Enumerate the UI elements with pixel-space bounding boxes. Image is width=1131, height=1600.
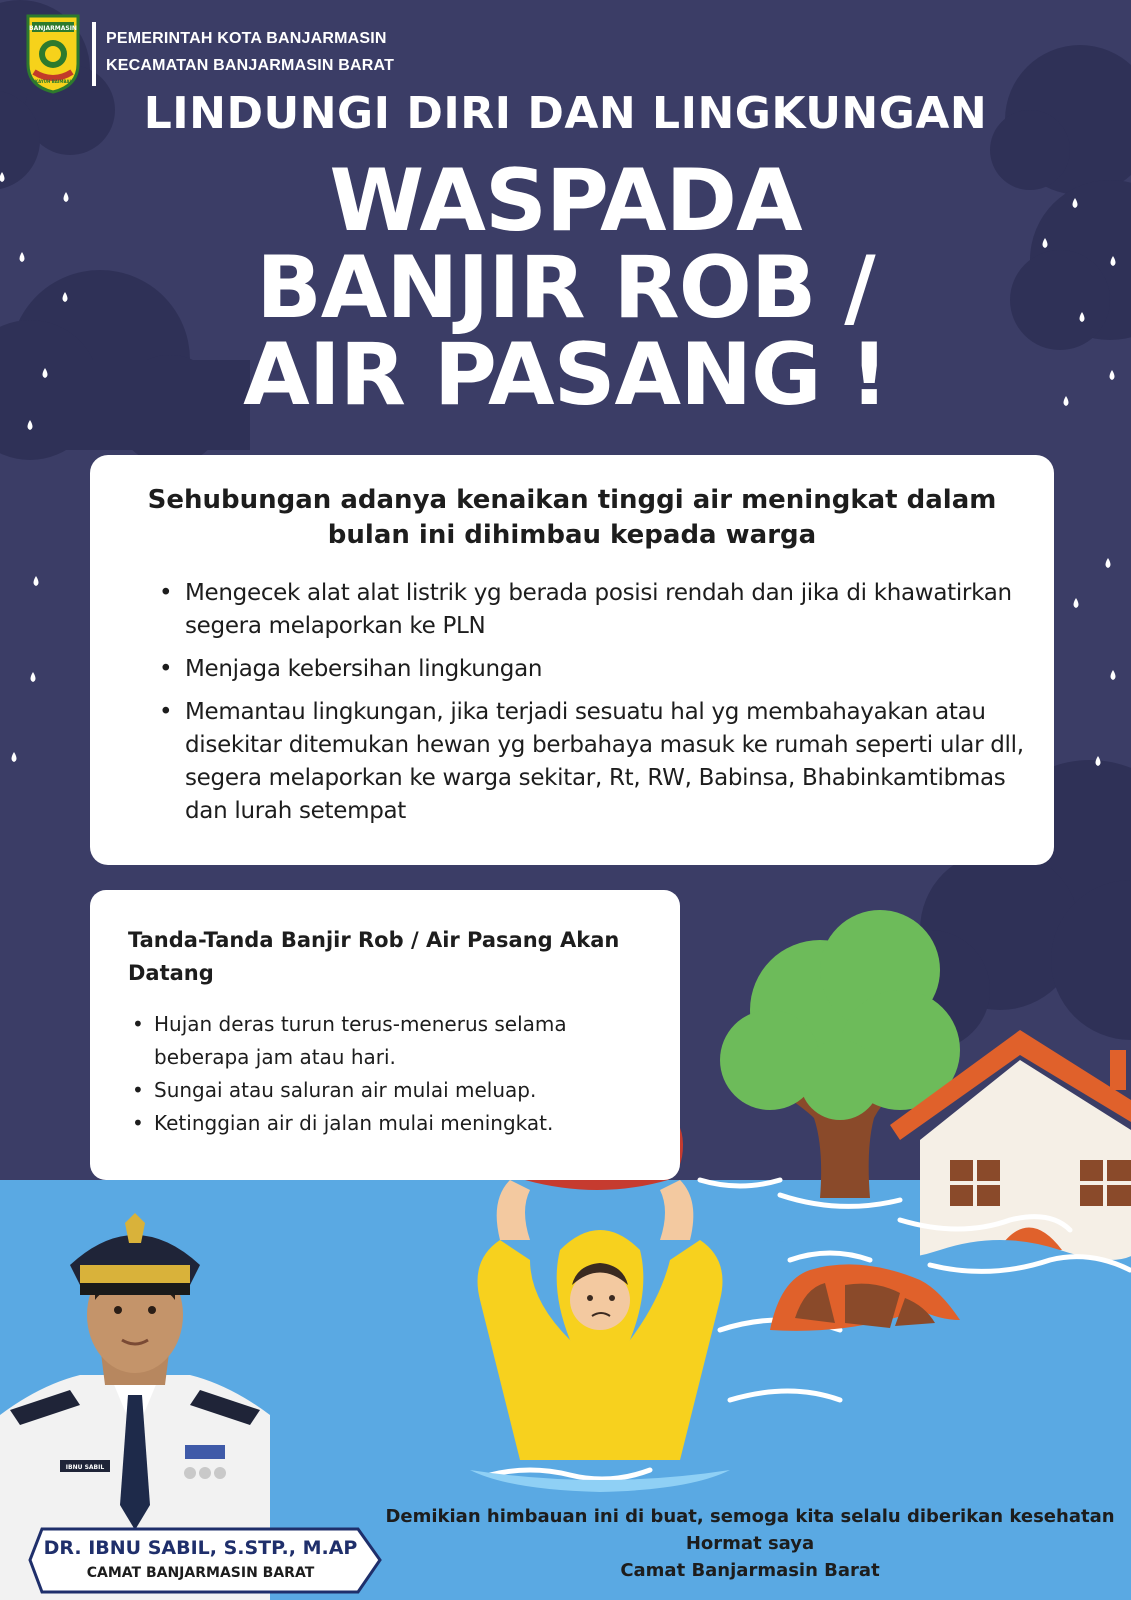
list-item [132,1074,664,1107]
list-item-text: Sungai atau saluran air mulai meluap. [154,1078,537,1102]
closing-signatory: Camat Banjarmasin Barat [620,1560,880,1581]
closing-statement: Demikian himbauan ini di buat, semoga kita selalu diberikan kesehatan [385,1506,1115,1527]
logo-bottom-text: KAYUH BAIMBAI [35,79,71,84]
bullet: • [159,580,173,606]
logo-top-text: BANJARMASIN [29,25,77,32]
subtitle: LINDUNGI DIRI DAN LINGKUNGAN [143,88,988,139]
list-item [132,1107,664,1140]
announcement-list [159,577,1035,838]
announcement-card [90,455,1054,865]
bullet: • [132,1012,144,1036]
header-district: KECAMATAN BANJARMASIN BARAT [106,57,395,74]
list-item-text: Ketinggian air di jalan mulai meningkat. [154,1111,554,1135]
bullet: • [159,699,173,725]
list-item-text: Mengecek alat alat listrik yg berada posisi rendah dan jika di khawatirkan segera melaporkan ke PLN [185,580,1012,639]
official-name-box [28,1527,388,1594]
list-item [159,653,1035,686]
list-item [159,577,1035,643]
official-title: CAMAT BANJARMASIN BARAT [86,1565,315,1581]
list-item [132,1008,664,1074]
header-government: PEMERINTAH KOTA BANJARMASIN [106,30,387,47]
name-tag: IBNU SABIL [65,1464,105,1471]
bullet: • [132,1111,144,1135]
banjarmasin-emblem-logo [24,12,82,94]
list-item [159,696,1035,828]
closing-regards: Hormat saya [685,1533,815,1554]
title-line-3: AIR PASANG ! [243,325,888,425]
flood-signs-heading: Tanda-Tanda Banjir Rob / Air Pasang Akan Datang [128,928,620,985]
bullet: • [159,656,173,682]
title-line-1: WASPADA [329,151,802,251]
official-name: DR. IBNU SABIL, S.STP., M.AP [43,1537,358,1559]
header-divider [92,22,96,86]
title-line-2: BANJIR ROB / [256,238,875,338]
list-item-text: Menjaga kebersihan lingkungan [185,656,543,682]
bullet: • [132,1078,144,1102]
list-item-text: Hujan deras turun terus-menerus selama beberapa jam atau hari. [154,1012,567,1069]
announcement-heading: Sehubungan adanya kenaikan tinggi air meningkat dalam bulan ini dihimbau kepada warga [147,485,997,550]
flood-signs-list [132,1008,664,1140]
flood-signs-card [90,890,680,1180]
list-item-text: Memantau lingkungan, jika terjadi sesuatu hal yg membahayakan atau disekitar ditemukan hewan yg berbahaya masuk ke rumah seperti ular dll, segera melaporkan ke warga sekitar, Rt, RW, Babinsa, Bhabinkamtibmas dan lurah setempat [185,699,1024,824]
